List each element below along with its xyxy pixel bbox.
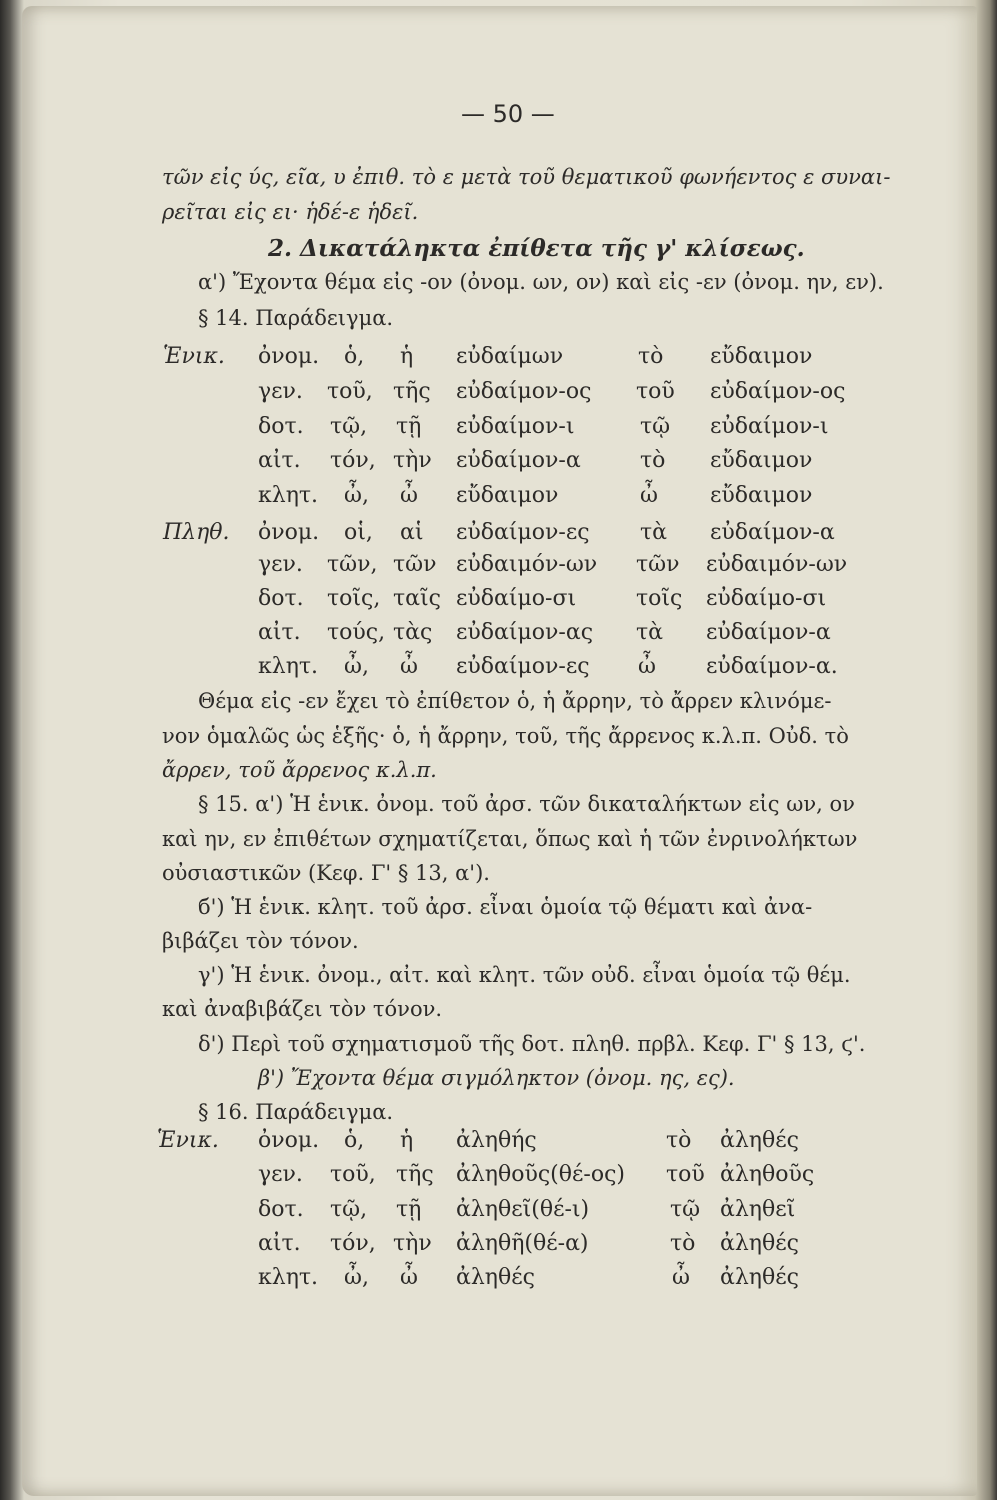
article-neut: ὦ: [672, 1265, 690, 1290]
plural-label: Πληθ.: [163, 520, 230, 545]
article-neut: τοῦ: [636, 379, 675, 404]
paragraph-15-b-line-2: βιβάζει τὸν τόνον.: [162, 929, 359, 953]
article-fem: ὦ: [400, 483, 418, 508]
masc-fem-form: εὐδαίμων: [456, 344, 564, 369]
neuter-form: εὐδαίμον-α: [710, 520, 835, 545]
case-label: αἰτ.: [258, 1231, 301, 1256]
singular-label: Ἑνικ.: [163, 344, 225, 369]
neuter-form: ἀληθές: [720, 1128, 799, 1153]
subheading-b: β') Ἔχοντα θέμα σιγμόληκτον (ὀνομ. ης, ες).: [258, 1066, 735, 1090]
article-neut: τὸ: [640, 448, 666, 473]
article-masc: τοῦ,: [327, 379, 373, 404]
article-neut: τῷ: [640, 414, 671, 439]
article-masc: ὦ,: [344, 483, 369, 508]
case-label: γεν.: [258, 552, 303, 577]
paragraph-15-d-line: δ') Περὶ τοῦ σχηματισμοῦ τῆς δοτ. πληθ. πρβλ. Κεφ. Γ' § 13, ϛ'.: [198, 1032, 866, 1056]
masc-fem-form: ἀληθές: [456, 1265, 535, 1290]
case-label: αἰτ.: [258, 448, 301, 473]
masc-fem-form: ἀληθής: [456, 1128, 537, 1153]
article-neut: ὦ: [638, 654, 656, 679]
masc-fem-form: εὐδαίμον-ες: [456, 654, 590, 679]
case-label: γεν.: [258, 379, 303, 404]
masc-fem-form: εὐδαίμον-ος: [456, 379, 592, 404]
article-fem: ὦ: [400, 1265, 418, 1290]
masc-fem-form: ἀληθεῖ(θέ-ι): [456, 1197, 590, 1222]
article-fem: ἡ: [400, 1128, 414, 1153]
masc-fem-form: εὐδαίμον-ι: [456, 414, 575, 439]
article-masc: ὁ,: [344, 344, 365, 369]
article-neut: τὸ: [666, 1128, 692, 1153]
masc-fem-form: εὔδαιμον: [456, 483, 559, 508]
thema-paragraph-line-3: ἄρρεν, τοῦ ἄρρενος κ.λ.π.: [162, 758, 437, 782]
neuter-form: εὐδαίμον-α.: [706, 654, 838, 679]
article-fem: ἡ: [400, 344, 414, 369]
paragraph-15-g-line-1: γ') Ἡ ἑνικ. ὀνομ., αἰτ. καὶ κλητ. τῶν οὐδ. εἶναι ὁμοία τῷ θέμ.: [198, 963, 851, 987]
article-fem: ὦ: [400, 654, 418, 679]
case-label: κλητ.: [258, 1265, 319, 1290]
intro-line-1: τῶν εἰς ύς, εῖα, υ ἐπιθ. τὸ ε μετὰ τοῦ θεματικοῦ φωνήεντος ε συναι-: [162, 165, 891, 189]
article-masc: τῷ,: [330, 414, 368, 439]
case-label: ὀνομ.: [258, 1128, 320, 1153]
case-label: ὀνομ.: [258, 344, 320, 369]
neuter-form: ἀληθεῖ: [720, 1197, 796, 1222]
article-masc: τόν,: [330, 448, 376, 473]
case-label: κλητ.: [258, 654, 319, 679]
case-label: δοτ.: [258, 414, 304, 439]
thema-paragraph-line-1: Θέμα εἰς -εν ἔχει τὸ ἐπίθετον ὁ, ἡ ἄρρην, τὸ ἄρρεν κλινόμε-: [198, 689, 832, 713]
case-label: αἰτ.: [258, 620, 301, 645]
article-neut: τὸ: [670, 1231, 696, 1256]
paragraph-15-line-3: οὐσιαστικῶν (Κεφ. Γ' § 13, α').: [162, 861, 490, 885]
article-fem: τὴν: [393, 448, 432, 473]
article-fem: τῆς: [396, 1162, 434, 1187]
article-masc: ὦ,: [344, 1265, 369, 1290]
masc-fem-form: εὐδαίμον-ας: [456, 620, 594, 645]
paragraph-14-title: § 14. Παράδειγμα.: [198, 306, 394, 330]
article-masc: τῶν,: [327, 552, 378, 577]
article-fem: τῇ: [396, 414, 422, 439]
singular-label-2: Ἑνικ.: [157, 1128, 219, 1153]
intro-line-2: ρεῖται εἰς ει· ἡδέ-ε ἡδεῖ.: [162, 200, 419, 224]
masc-fem-form: εὐδαιμόν-ων: [456, 552, 598, 577]
article-neut: τοῖς: [636, 586, 683, 611]
article-masc: ὦ,: [344, 654, 369, 679]
case-label: ὀνομ.: [258, 520, 320, 545]
neuter-form: εὐδαίμο-σι: [706, 586, 827, 611]
article-neut: τῶν: [636, 552, 680, 577]
neuter-form: εὐδαίμον-ος: [710, 379, 846, 404]
case-label: γεν.: [258, 1162, 303, 1187]
article-masc: οἱ,: [344, 520, 373, 545]
masc-fem-form: εὐδαίμον-α: [456, 448, 581, 473]
article-fem: τῇ: [396, 1197, 422, 1222]
article-neut: τῷ: [670, 1197, 701, 1222]
article-masc: τοῖς,: [327, 586, 381, 611]
paragraph-16-title: § 16. Παράδειγμα.: [198, 1100, 394, 1124]
article-fem: τὴν: [393, 1231, 432, 1256]
article-masc: ὁ,: [344, 1128, 365, 1153]
article-masc: τοῦ,: [330, 1162, 376, 1187]
neuter-form: εὐδαίμον-ι: [710, 414, 829, 439]
article-fem: ταῖς: [393, 586, 441, 611]
section-heading: 2. Δικατάληκτα ἐπίθετα τῆς γ' κλίσεως.: [268, 235, 805, 262]
neuter-form: ἀληθές: [720, 1265, 799, 1290]
neuter-form: εὔδαιμον: [710, 448, 813, 473]
neuter-form: εὔδαιμον: [710, 483, 813, 508]
article-masc: τόν,: [330, 1231, 376, 1256]
article-fem: τῶν: [393, 552, 437, 577]
neuter-form: εὐδαιμόν-ων: [706, 552, 848, 577]
article-neut: τοῦ: [666, 1162, 705, 1187]
neuter-form: ἀληθές: [720, 1231, 799, 1256]
masc-fem-form: εὐδαίμον-ες: [456, 520, 590, 545]
article-fem: τὰς: [393, 620, 433, 645]
neuter-form: εὔδαιμον: [710, 344, 813, 369]
article-neut: τὰ: [640, 520, 668, 545]
article-neut: ὦ: [640, 483, 658, 508]
article-fem: τῆς: [393, 379, 431, 404]
case-label: δοτ.: [258, 586, 304, 611]
neuter-form: εὐδαίμον-α: [706, 620, 831, 645]
article-neut: τὰ: [636, 620, 664, 645]
paragraph-15-g-line-2: καὶ ἀναβιβάζει τὸν τόνον.: [162, 997, 443, 1021]
paragraph-15-line-1: § 15. α') Ἡ ἑνικ. ὀνομ. τοῦ ἀρσ. τῶν δικαταλήκτων εἰς ων, ον: [198, 792, 855, 816]
neuter-form: ἀληθοῦς: [720, 1162, 815, 1187]
case-label: δοτ.: [258, 1197, 304, 1222]
article-fem: αἱ: [400, 520, 424, 545]
subheading-a: α') Ἔχοντα θέμα εἰς -ον (ὀνομ. ων, ον) καὶ εἰς -εν (ὀνομ. ην, εν).: [198, 270, 884, 294]
case-label: κλητ.: [258, 483, 319, 508]
masc-fem-form: εὐδαίμο-σι: [456, 586, 577, 611]
masc-fem-form: ἀληθῆ(θέ-α): [456, 1231, 589, 1256]
paragraph-15-b-line-1: б') Ἡ ἑνικ. κλητ. τοῦ ἀρσ. εἶναι ὁμοία τῷ θέματι καὶ ἀνα-: [198, 895, 813, 919]
masc-fem-form: ἀληθοῦς(θέ-ος): [456, 1162, 625, 1187]
paragraph-15-line-2: καὶ ην, εν ἐπιθέτων σχηματίζεται, ὅπως καὶ ἡ τῶν ἐνρινολήκτων: [162, 827, 858, 851]
article-neut: τὸ: [638, 344, 664, 369]
article-masc: τῷ,: [330, 1197, 368, 1222]
page-number: — 50 —: [461, 100, 555, 128]
article-masc: τούς,: [327, 620, 386, 645]
thema-paragraph-line-2: νον ὁμαλῶς ὡς ἑξῆς· ὁ, ἡ ἄρρην, τοῦ, τῆς ἄρρενος κ.λ.π. Οὐδ. τὸ: [162, 724, 849, 748]
